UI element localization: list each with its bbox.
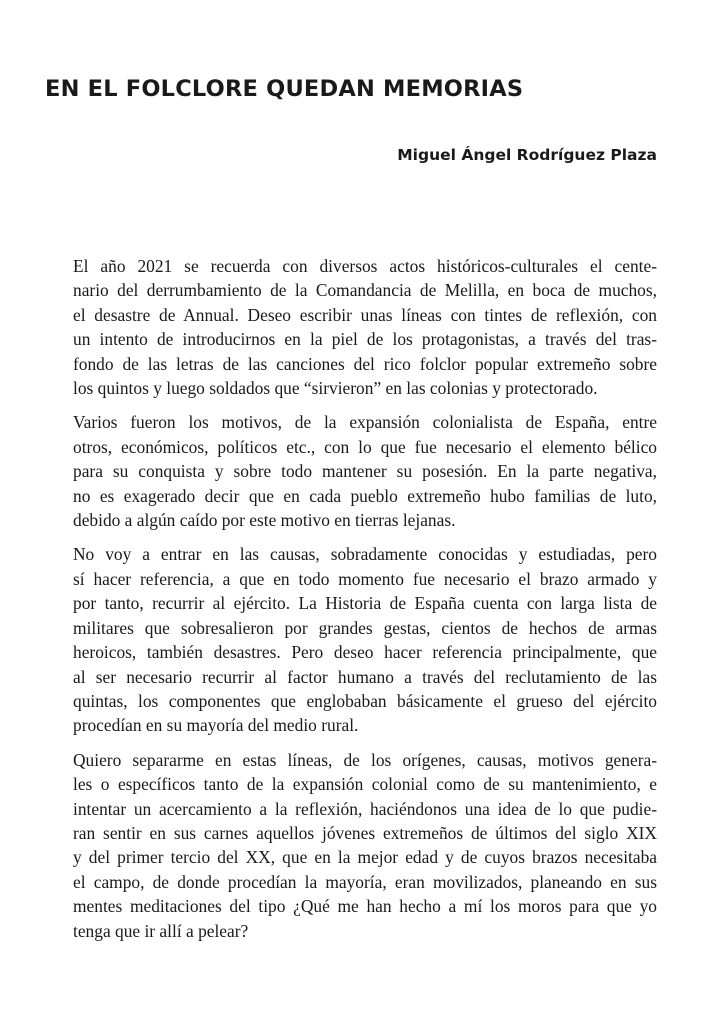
- paragraph-line: mentes meditaciones del tipo ¿Qué me han hecho a mí los moros para que yo: [73, 896, 657, 917]
- paragraph-line: el desastre de Annual. Deseo escribir unas líneas con tintes de reflexión, con: [73, 304, 657, 325]
- paragraph-line: sí hacer referencia, a que en todo momento fue necesario el brazo armado y: [73, 568, 657, 589]
- document-page: [45, 0, 657, 1020]
- article-author: Miguel Ángel Rodríguez Plaza: [397, 146, 657, 164]
- body-paragraph: [45, 748, 657, 943]
- paragraph-line: procedían en su mayoría del medio rural.: [73, 715, 359, 736]
- paragraph-line: los quintos y luego soldados que “sirvieron” en las colonias y protectorado.: [73, 378, 598, 399]
- paragraph-line: para su conquista y sobre todo mantener su posesión. En la parte negativa,: [73, 461, 657, 482]
- paragraph-line: les o específicos tanto de la expansión colonial como de su mantenimiento, e: [73, 774, 657, 795]
- paragraph-line: Varios fueron los motivos, de la expansión colonialista de España, entre: [73, 412, 657, 433]
- paragraph-line: intentar un acercamiento a la reflexión, haciéndonos una idea de lo que pudie-: [73, 798, 657, 819]
- article-body: [45, 254, 657, 953]
- body-paragraph: [45, 410, 657, 532]
- paragraph-line: quintas, los componentes que englobaban básicamente el grueso del ejército: [73, 690, 657, 711]
- paragraph-line: tenga que ir allí a pelear?: [73, 920, 249, 941]
- paragraph-line: militares que sobresalieron por grandes gestas, cientos de hechos de armas: [73, 617, 657, 638]
- paragraph-line: debido a algún caído por este motivo en tierras lejanas.: [73, 510, 456, 531]
- paragraph-line: y del primer tercio del XX, que en la mejor edad y de cuyos brazos necesitaba: [73, 847, 657, 868]
- paragraph-line: otros, económicos, políticos etc., con lo que fue necesario el elemento bélico: [73, 436, 657, 457]
- paragraph-line: el campo, de donde procedían la mayoría, eran movilizados, planeando en sus: [73, 871, 657, 892]
- paragraph-line: por tanto, recurrir al ejército. La Historia de España cuenta con larga lista de: [73, 593, 657, 614]
- paragraph-line: El año 2021 se recuerda con diversos actos históricos-culturales el cente-: [73, 256, 657, 276]
- paragraph-line: no es exagerado decir que en cada pueblo extremeño hubo familias de luto,: [73, 485, 657, 506]
- paragraph-line: No voy a entrar en las causas, sobradamente conocidas y estudiadas, pero: [73, 544, 657, 565]
- body-paragraph: [45, 542, 657, 737]
- article-title: EN EL FOLCLORE QUEDAN MEMORIAS: [45, 76, 524, 102]
- paragraph-line: heroicos, también desastres. Pero deseo hacer referencia principalmente, que: [73, 642, 657, 663]
- paragraph-line: al ser necesario recurrir al factor humano a través del reclutamiento de las: [73, 666, 657, 687]
- paragraph-line: un intento de introducirnos en la piel de los protagonistas, a través del tras-: [73, 329, 657, 350]
- paragraph-line: ran sentir en sus carnes aquellos jóvenes extremeños de últimos del siglo XIX: [73, 822, 657, 843]
- paragraph-line: fondo de las letras de las canciones del rico folclor popular extremeño sobre: [73, 353, 657, 374]
- paragraph-line: nario del derrumbamiento de la Comandancia de Melilla, en boca de muchos,: [73, 280, 657, 301]
- paragraph-line: Quiero separarme en estas líneas, de los orígenes, causas, motivos genera-: [73, 749, 657, 770]
- body-paragraph: [45, 254, 657, 400]
